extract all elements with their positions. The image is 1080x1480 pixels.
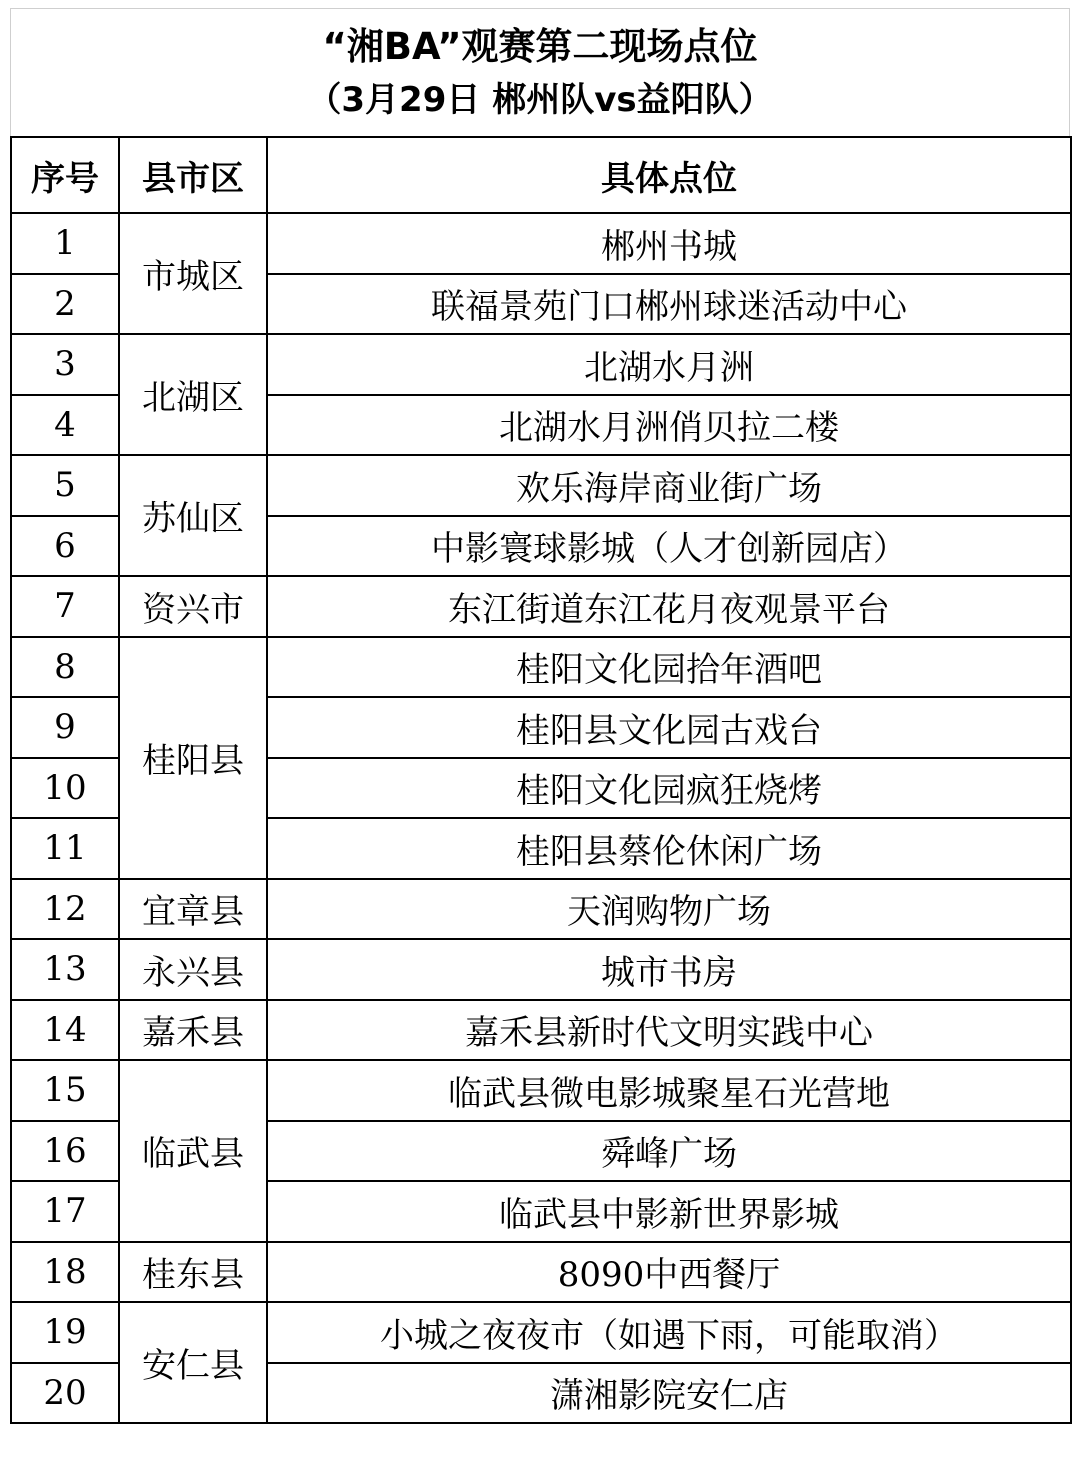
table-row [11,1000,1071,1061]
district-cell: 桂阳县 [119,637,267,879]
row-index: 7 [11,576,119,637]
location-cell: 北湖水月洲 [267,334,1071,395]
location-cell: 桂阳文化园疯狂烧烤 [267,758,1071,819]
title-subtitle: （3月29日 郴州队vs益阳队） [307,79,773,120]
location-cell: 小城之夜夜市（如遇下雨，可能取消） [267,1302,1071,1363]
table-row [11,1242,1071,1303]
location-cell: 北湖水月洲俏贝拉二楼 [267,395,1071,456]
district-cell: 桂东县 [119,1242,267,1303]
location-cell: 潇湘影院安仁店 [267,1363,1071,1424]
row-index: 19 [11,1302,119,1363]
location-cell: 东江街道东江花月夜观景平台 [267,576,1071,637]
row-index: 8 [11,637,119,698]
row-index: 9 [11,697,119,758]
header-location: 具体点位 [267,137,1071,213]
row-index: 17 [11,1181,119,1242]
district-cell: 市城区 [119,213,267,334]
location-cell: 天润购物广场 [267,879,1071,940]
row-index: 12 [11,879,119,940]
district-cell: 永兴县 [119,939,267,1000]
district-cell: 资兴市 [119,576,267,637]
location-cell: 临武县微电影城聚星石光营地 [267,1060,1071,1121]
table-row [11,213,1071,274]
district-cell: 临武县 [119,1060,267,1242]
district-cell: 安仁县 [119,1302,267,1423]
table-title [10,8,1070,136]
district-cell: 北湖区 [119,334,267,455]
location-cell: 桂阳县文化园古戏台 [267,697,1071,758]
location-cell: 联福景苑门口郴州球迷活动中心 [267,274,1071,335]
location-cell: 桂阳县蔡伦休闲广场 [267,818,1071,879]
location-cell: 城市书房 [267,939,1071,1000]
table-row [11,637,1071,698]
district-cell: 宜章县 [119,879,267,940]
header-district: 县市区 [119,137,267,213]
header-index: 序号 [11,137,119,213]
table-row [11,1302,1071,1363]
row-index: 18 [11,1242,119,1303]
row-index: 13 [11,939,119,1000]
table-row [11,879,1071,940]
district-cell: 苏仙区 [119,455,267,576]
location-cell: 8090中西餐厅 [267,1242,1071,1303]
location-cell: 临武县中影新世界影城 [267,1181,1071,1242]
table-row [11,334,1071,395]
location-cell: 嘉禾县新时代文明实践中心 [267,1000,1071,1061]
location-cell: 郴州书城 [267,213,1071,274]
row-index: 5 [11,455,119,516]
location-cell: 桂阳文化园拾年酒吧 [267,637,1071,698]
table-body [11,213,1071,1423]
district-cell: 嘉禾县 [119,1000,267,1061]
row-index: 14 [11,1000,119,1061]
row-index: 3 [11,334,119,395]
viewing-points-table [10,136,1072,1424]
row-index: 1 [11,213,119,274]
table-header-row [11,137,1071,213]
table-row [11,1060,1071,1121]
table-row [11,455,1071,516]
row-index: 11 [11,818,119,879]
table-row [11,939,1071,1000]
row-index: 15 [11,1060,119,1121]
row-index: 10 [11,758,119,819]
title-main: “湘BA”观赛第二现场点位 [322,24,758,68]
table-row [11,576,1071,637]
row-index: 20 [11,1363,119,1424]
location-cell: 中影寰球影城（人才创新园店） [267,516,1071,577]
row-index: 16 [11,1121,119,1182]
location-cell: 欢乐海岸商业街广场 [267,455,1071,516]
row-index: 2 [11,274,119,335]
row-index: 6 [11,516,119,577]
location-cell: 舜峰广场 [267,1121,1071,1182]
row-index: 4 [11,395,119,456]
